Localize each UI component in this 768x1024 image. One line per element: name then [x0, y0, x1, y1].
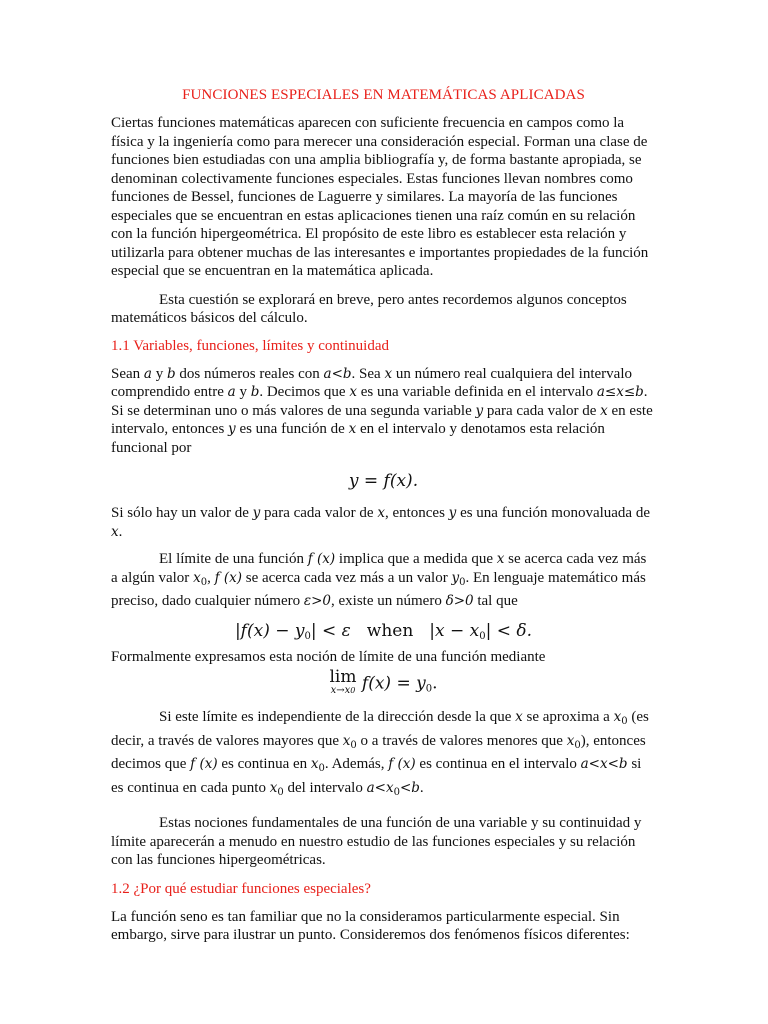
equation-limit: lim x→x0 $f(x) = y_0$. — [329, 667, 438, 696]
section-heading-1-1: 1.1 Variables, funciones, límites y continuidad — [111, 337, 390, 354]
variables-paragraph: Sean a y b dos números reales con a<b. Sea x un número real cualquiera del intervalo comprendido entre a y b. Decimos que x es una variable definida en el intervalo a≤x≤b. Si se determinan uno o más valores de una segunda variable y para cada valor de x en este intervalo, entonces y es una función de x en el intervalo y denotamos esta relación funcional por — [111, 365, 653, 456]
monovalued-paragraph: Si sólo hay un valor de y para cada valor de x, entonces y es una función monovaluada de x. — [111, 505, 651, 540]
section-heading-1-2: 1.2 ¿Por qué estudiar funciones especiales? — [111, 880, 371, 897]
formal-limit-paragraph: Formalmente expresamos esta noción de límite de una función mediante — [111, 648, 546, 665]
document-page — [111, 80, 656, 945]
limit-paragraph: El límite de una función f (x) implica que a medida que x se acerca cada vez más a algún valor $x_0$, f (x) se acerca cada vez más a un valor $y_0$. En lenguaje matemático más preciso, dado cualquier número ε>0, existe un número δ>0 tal que — [111, 551, 647, 609]
fundamental-notions-paragraph: Estas nociones fundamentales de una función de una variable y su continuidad y límite aparecerán a menudo en nuestro estudio de las funciones especiales y su relación con las funciones hipergeométricas. — [111, 815, 642, 868]
equation-function: y = f(x). — [348, 471, 419, 491]
transition-paragraph: Esta cuestión se explorará en breve, pero antes recordemos algunos conceptos matemáticos básicos del cálculo. — [111, 291, 627, 326]
equation-epsilon-delta: $|f(x) - y_0| < \varepsilon$ when $|x - x_0| < \delta$. — [234, 620, 533, 642]
continuity-paragraph: Si este límite es independiente de la dirección desde la que x se aproxima a $x_0$ (es decir, a través de valores mayores que $x_0$ o a través de valores menores que $x_0$), entonces decimos que f (x) es continua en $x_0$. Además, f (x) es continua en el intervalo a<x<b si es continua en cada punto $x_0$ del intervalo $a<x_0<b$. — [111, 709, 649, 798]
intro-paragraph: Ciertas funciones matemáticas aparecen con suficiente frecuencia en campos como la física y la ingeniería como para merecer una consideración especial. Forman una clase de funciones bien estudiadas con una amplia bibliografía y, de forma bastante apropiada, se denominan colectivamente funciones especiales. Estas funciones llevan nombres como funciones de Bessel, funciones de Laguerre y similares. La mayoría de las funciones especiales que se encuentran en estas aplicaciones tienen una raíz común en su relación con la función hipergeométrica. El propósito de este libro es establecer esta relación y utilizarla para obtener muchas de las interesantes e importantes propiedades de la función especial que se encuentran en la matemática aplicada. — [111, 115, 649, 279]
sine-paragraph: La función seno es tan familiar que no la consideramos particularmente especial. Sin embargo, sirve para ilustrar un punto. Consideremos dos fenómenos físicos diferentes: — [111, 908, 630, 943]
document-title: FUNCIONES ESPECIALES EN MATEMÁTICAS APLICADAS — [182, 87, 585, 103]
